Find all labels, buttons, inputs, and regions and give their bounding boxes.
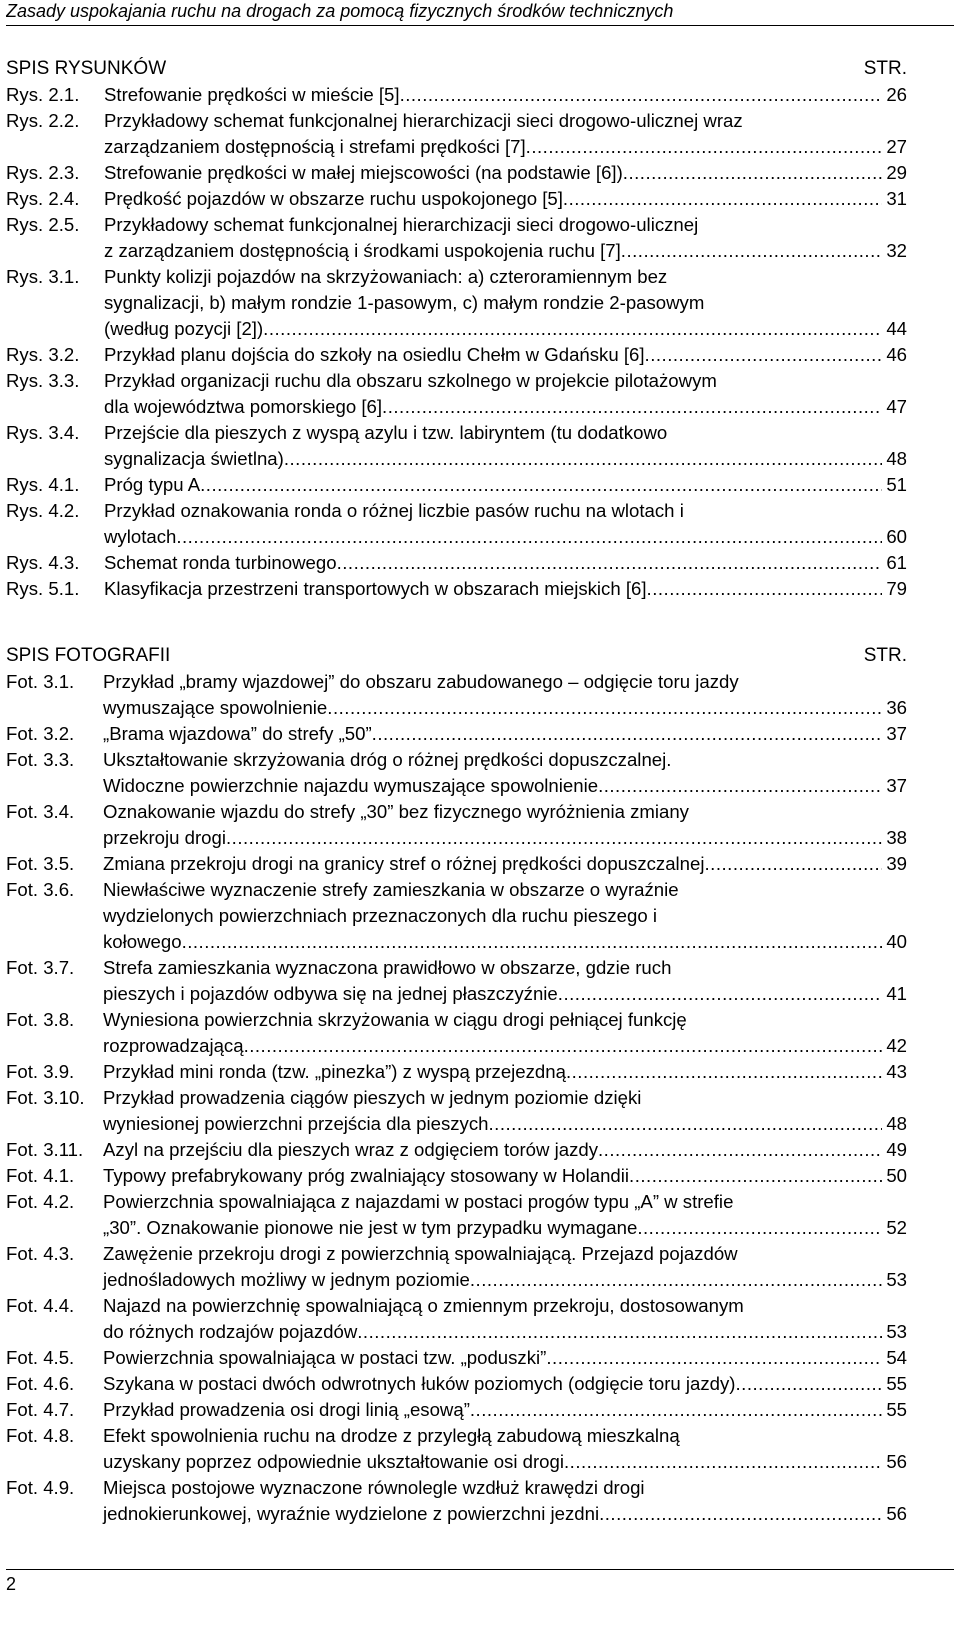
entry-page: 46 [886,344,907,365]
entry-number: Rys. 3.2. [6,344,80,365]
entry-body [104,472,907,498]
entry-page: 61 [886,552,907,573]
entry-title: Powierzchnia spowalniająca w postaci tzw. „poduszki” [103,1347,547,1368]
entry-last-line [103,1215,907,1241]
entry-title: „Brama wjazdowa” do strefy „50” [103,723,372,744]
toc-entry [6,1059,907,1085]
toc-entry [6,955,907,1007]
entry-title: przekroju drogi [103,827,226,848]
entry-page: 79 [886,578,907,599]
entry-last-line [103,1397,907,1423]
entry-body [103,1475,907,1527]
entry-body [103,1163,907,1189]
entry-last-line [103,1449,907,1475]
page-footer [6,1569,954,1594]
page-column-label: STR. [863,645,907,666]
toc-entry [6,1475,907,1527]
entry-last-line [103,981,907,1007]
entry-body [104,342,907,368]
entry-title: wylotach [104,526,177,547]
entry-number: Fot. 3.2. [6,723,75,744]
entry-title: wymuszające spowolnienie [103,697,328,718]
photo-entries [6,669,907,1527]
entry-body [103,1085,907,1137]
entry-number: Fot. 3.8. [6,1009,75,1030]
list-of-figures [6,56,907,602]
entry-number: Fot. 3.6. [6,879,75,900]
toc-entry [6,1371,907,1397]
entry-title: sygnalizacja świetlna) [104,448,284,469]
section-heading [6,56,907,82]
entry-body [103,877,907,955]
entry-body [104,264,907,342]
entry-body [103,721,907,747]
entry-title: jednośladowych możliwy w jednym poziomie [103,1269,470,1290]
entry-title: Strefowanie prędkości w małej miejscowości (na podstawie [6]) [104,162,623,183]
entry-last-line [104,82,907,108]
entry-body [103,799,907,851]
toc-entry [6,264,907,342]
entry-title: Przykład planu dojścia do szkoły na osiedlu Chełm w Gdańsku [6] [104,344,645,365]
entry-body [103,669,907,721]
entry-body [104,186,907,212]
entry-title: Próg typu A [104,474,201,495]
dot-leader [599,1501,882,1527]
entry-number: Rys. 4.1. [6,474,80,495]
entry-title: „30”. Oznakowanie pionowe nie jest w tym przypadku wymagane [103,1217,638,1238]
entry-last-line [103,1501,907,1527]
dot-leader [182,929,883,955]
entry-last-line [103,1345,907,1371]
entry-title: pieszych i pojazdów odbywa się na jednej płaszczyźnie [103,983,558,1004]
entry-body [104,108,907,160]
entry-last-line [104,576,907,602]
toc-entry [6,799,907,851]
dot-leader [284,446,882,472]
entry-number: Fot. 4.9. [6,1477,75,1498]
entry-body [104,498,907,550]
toc-entry [6,1189,907,1241]
entry-title: uzyskany poprzez odpowiednie ukształtowanie osi drogi [103,1451,564,1472]
entry-line: Punkty kolizji pojazdów na skrzyżowaniach: a) czteroramiennym bez [104,266,668,287]
entry-last-line [104,342,907,368]
entry-title: Prędkość pojazdów w obszarze ruchu uspokojonego [5] [104,188,563,209]
dot-leader [244,1033,883,1059]
entry-body [103,1189,907,1241]
entry-number: Fot. 4.1. [6,1165,75,1186]
toc-entry [6,498,907,550]
entry-last-line [103,721,907,747]
toc-entry [6,472,907,498]
entry-line: Miejsca postojowe wyznaczone równolegle wzdłuż krawędzi drogi [103,1477,645,1498]
toc-entry [6,721,907,747]
entry-number: Rys. 2.3. [6,162,80,183]
dot-leader [357,1319,882,1345]
dot-leader [647,576,883,602]
entry-title: zarządzaniem dostępnością i strefami prędkości [7] [104,136,526,157]
toc-entry [6,1293,907,1345]
entry-line: Zawężenie przekroju drogi z powierzchnią spowalniającą. Przejazd pojazdów [103,1243,738,1264]
dot-leader [705,851,883,877]
entry-last-line [104,238,907,264]
entry-last-line [104,160,907,186]
entry-number: Rys. 2.2. [6,110,80,131]
dot-leader [637,1215,882,1241]
dot-leader [226,825,882,851]
dot-leader [200,472,882,498]
dot-leader [176,524,882,550]
entry-number: Fot. 4.8. [6,1425,75,1446]
entry-number: Fot. 3.11. [6,1139,84,1160]
dot-leader [623,160,883,186]
toc-entry [6,1241,907,1293]
toc-entry [6,1345,907,1371]
entry-line: Przykład organizacji ruchu dla obszaru szkolnego w projekcie pilotażowym [104,370,717,391]
entry-title: Azyl na przejściu dla pieszych wraz z odgięciem torów jazdy [103,1139,599,1160]
toc-entry [6,186,907,212]
entry-title: Szykana w postaci dwóch odwrotnych łuków poziomych (odgięcie toru jazdy) [103,1373,736,1394]
dot-leader [372,721,883,747]
dot-leader [558,981,883,1007]
entry-number: Rys. 2.4. [6,188,80,209]
entry-page: 32 [886,240,907,261]
entry-body [104,368,907,420]
entry-page: 50 [886,1165,907,1186]
entry-body [103,1059,907,1085]
entry-page: 53 [886,1321,907,1342]
entry-number: Fot. 4.2. [6,1191,75,1212]
entry-body [103,1345,907,1371]
entry-number: Fot. 3.5. [6,853,75,874]
entry-page: 27 [886,136,907,157]
entry-number: Fot. 4.5. [6,1347,75,1368]
dot-leader [470,1397,882,1423]
entry-page: 60 [886,526,907,547]
toc-entry [6,108,907,160]
toc-entry [6,368,907,420]
entry-number: Fot. 4.4. [6,1295,75,1316]
entry-last-line [104,550,907,576]
entry-page: 29 [886,162,907,183]
entry-page: 37 [886,723,907,744]
entry-page: 48 [886,448,907,469]
entry-last-line [103,1371,907,1397]
toc-entry [6,420,907,472]
entry-title: z zarządzaniem dostępnością i środkami uspokojenia ruchu [7] [104,240,621,261]
entry-number: Rys. 3.3. [6,370,80,391]
entry-line: Ukształtowanie skrzyżowania dróg o różnej prędkości dopuszczalnej. [103,749,672,770]
entry-page: 43 [886,1061,907,1082]
entry-page: 37 [886,775,907,796]
entry-number: Rys. 5.1. [6,578,80,599]
entry-last-line [103,851,907,877]
entry-page: 52 [886,1217,907,1238]
entry-last-line [104,186,907,212]
entry-last-line [103,1033,907,1059]
entry-line: Przykład oznakowania ronda o różnej liczbie pasów ruchu na wlotach i [104,500,684,521]
dot-leader [546,1345,882,1371]
entry-page: 42 [886,1035,907,1056]
entry-number: Fot. 4.6. [6,1373,75,1394]
entry-page: 55 [886,1399,907,1420]
entry-number: Rys. 3.4. [6,422,80,443]
entry-line: Oznakowanie wjazdu do strefy „30” bez fizycznego wyróżnienia zmiany [103,801,689,822]
entry-number: Rys. 4.3. [6,552,80,573]
entry-last-line [103,929,907,955]
entry-last-line [104,394,907,420]
dot-leader [470,1267,882,1293]
toc-entry [6,160,907,186]
dot-leader [327,695,882,721]
entry-page: 56 [886,1503,907,1524]
entry-number: Fot. 3.3. [6,749,75,770]
entry-title: (według pozycji [2]) [104,318,264,339]
entry-title: Przykład prowadzenia osi drogi linią „esową” [103,1399,470,1420]
entry-line: Najazd na powierzchnię spowalniającą o zmiennym przekroju, dostosowanym [103,1295,744,1316]
entry-last-line [103,773,907,799]
entry-title: Przykład mini ronda (tzw. „pinezka”) z wyspą przejezdną [103,1061,566,1082]
entry-title: Klasyfikacja przestrzeni transportowych w obszarach miejskich [6] [104,578,647,599]
section-title: SPIS RYSUNKÓW [6,58,167,79]
entry-number: Fot. 4.7. [6,1399,75,1420]
entry-body [103,1397,907,1423]
toc-entry [6,550,907,576]
entry-body [103,1371,907,1397]
entry-page: 48 [886,1113,907,1134]
section-title: SPIS FOTOGRAFII [6,645,171,666]
entry-line: Przykład „bramy wjazdowej” do obszaru zabudowanego – odgięcie toru jazdy [103,671,739,692]
entry-title: do różnych rodzajów pojazdów [103,1321,358,1342]
dot-leader [263,316,882,342]
dot-leader [526,134,883,160]
entry-body [103,851,907,877]
entry-body [104,82,907,108]
entry-last-line [103,825,907,851]
toc-entry [6,576,907,602]
entry-line: Niewłaściwe wyznaczenie strefy zamieszkania w obszarze o wyraźnie [103,879,679,900]
entry-body [104,420,907,472]
entry-title: dla województwa pomorskiego [6] [104,396,383,417]
entry-body [104,550,907,576]
entry-last-line [104,472,907,498]
entry-line: Wyniesiona powierzchnia skrzyżowania w ciągu drogi pełniącej funkcję [103,1009,687,1030]
entry-title: Schemat ronda turbinowego [104,552,337,573]
entry-line: Przejście dla pieszych z wyspą azylu i tzw. labiryntem (tu dodatkowo [104,422,668,443]
dot-leader [598,1137,882,1163]
entry-title: wyniesionej powierzchni przejścia dla pieszych [103,1113,489,1134]
entry-last-line [103,1267,907,1293]
entry-body [103,1137,907,1163]
toc-entry [6,212,907,264]
entry-number: Rys. 4.2. [6,500,80,521]
entry-page: 39 [886,853,907,874]
entry-number: Fot. 3.10. [6,1087,85,1108]
entry-number: Fot. 4.3. [6,1243,75,1264]
entry-line: sygnalizacji, b) małym rondzie 1-pasowym, c) małym rondzie 2-pasowym [104,292,705,313]
toc-entry [6,669,907,721]
toc-entry [6,342,907,368]
toc-entry [6,1423,907,1475]
entry-page: 54 [886,1347,907,1368]
list-of-photos [6,643,907,1527]
entry-title: kołowego [103,931,182,952]
toc-entry [6,1137,907,1163]
entry-body [104,212,907,264]
dot-leader [488,1111,882,1137]
entry-body [103,955,907,1007]
entry-number: Rys. 2.1. [6,84,80,105]
entry-line: Przykład prowadzenia ciągów pieszych w jednym poziomie dzięki [103,1087,642,1108]
running-header: Zasady uspokajania ruchu na drogach za pomocą fizycznych środków technicznych [6,1,954,26]
entry-body [103,747,907,799]
dot-leader [564,1449,882,1475]
dot-leader [563,186,882,212]
entry-page: 51 [886,474,907,495]
entry-page: 31 [886,188,907,209]
entry-line: wydzielonych powierzchniach przeznaczonych dla ruchu pieszego i [103,905,657,926]
toc-entry [6,1163,907,1189]
dot-leader [337,550,883,576]
entry-page: 53 [886,1269,907,1290]
entry-page: 49 [886,1139,907,1160]
page-column-label: STR. [863,58,907,79]
entry-last-line [103,1111,907,1137]
entry-page: 55 [886,1373,907,1394]
entry-body [104,576,907,602]
entry-last-line [104,316,907,342]
entry-page: 38 [886,827,907,848]
toc-entry [6,851,907,877]
entry-page: 36 [886,697,907,718]
dot-leader [629,1163,882,1189]
entry-number: Rys. 3.1. [6,266,80,287]
dot-leader [400,82,883,108]
section-heading [6,643,907,669]
entry-page: 44 [886,318,907,339]
toc-entry [6,877,907,955]
entry-title: Widoczne powierzchnie najazdu wymuszające spowolnienie [103,775,599,796]
entry-number: Rys. 2.5. [6,214,80,235]
entry-number: Fot. 3.1. [6,671,75,692]
entry-page: 47 [886,396,907,417]
dot-leader [621,238,883,264]
entry-last-line [103,695,907,721]
entry-body [103,1007,907,1059]
toc-entry [6,747,907,799]
page-number: 2 [6,1574,17,1594]
entry-line: Powierzchnia spowalniająca z najazdami w postaci progów typu „A” w strefie [103,1191,734,1212]
entry-last-line [104,524,907,550]
dot-leader [598,773,882,799]
figure-entries [6,82,907,602]
entry-last-line [103,1137,907,1163]
dot-leader [566,1059,882,1085]
entry-line: Przykładowy schemat funkcjonalnej hierarchizacji sieci drogowo-ulicznej [104,214,699,235]
entry-last-line [104,446,907,472]
entry-number: Fot. 3.4. [6,801,75,822]
dot-leader [382,394,882,420]
entry-body [103,1293,907,1345]
entry-title: jednokierunkowej, wyraźnie wydzielone z powierzchni jezdni [103,1503,600,1524]
toc-entry [6,1085,907,1137]
entry-title: Zmiana przekroju drogi na granicy stref o różnej prędkości dopuszczalnej [103,853,705,874]
entry-last-line [103,1059,907,1085]
entry-body [103,1423,907,1475]
toc-entry [6,1397,907,1423]
entry-page: 26 [886,84,907,105]
toc-entry [6,82,907,108]
entry-title: Strefowanie prędkości w mieście [5] [104,84,400,105]
entry-last-line [103,1163,907,1189]
entry-body [103,1241,907,1293]
entry-page: 40 [886,931,907,952]
dot-leader [645,342,883,368]
entry-body [104,160,907,186]
entry-title: Typowy prefabrykowany próg zwalniający stosowany w Holandii [103,1165,630,1186]
entry-line: Strefa zamieszkania wyznaczona prawidłowo w obszarze, gdzie ruch [103,957,672,978]
toc-entry [6,1007,907,1059]
entry-line: Efekt spowolnienia ruchu na drodze z przyległą zabudową mieszkalną [103,1425,680,1446]
entry-last-line [103,1319,907,1345]
entry-title: rozprowadzającą [103,1035,244,1056]
entry-last-line [104,134,907,160]
entry-page: 41 [886,983,907,1004]
entry-number: Fot. 3.7. [6,957,75,978]
entry-line: Przykładowy schemat funkcjonalnej hierarchizacji sieci drogowo-ulicznej wraz [104,110,743,131]
entry-page: 56 [886,1451,907,1472]
entry-number: Fot. 3.9. [6,1061,75,1082]
dot-leader [736,1371,883,1397]
